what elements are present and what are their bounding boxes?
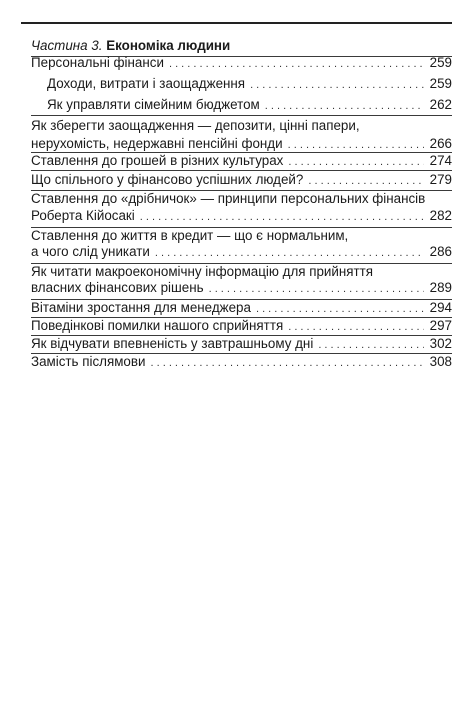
toc-entry-title-line-2: нерухомість, недержавні пенсійні фонди [31,136,283,151]
toc-page-number: 259 [429,55,452,70]
toc-page-number: 294 [429,300,452,315]
toc-entry-preserve-savings[interactable] [31,116,452,154]
toc-entry-family-budget[interactable] [47,95,452,115]
toc-entry-credit-living[interactable] [31,226,452,262]
toc-page-number: 274 [429,153,452,168]
toc-entry-kiyosaki-principles[interactable] [31,189,452,226]
toc-page-number: 308 [429,354,452,369]
toc-entry-macroeconomic-info[interactable] [31,262,452,298]
toc-entry-successful-people[interactable] [31,170,452,190]
toc-entry-title: Замість післямови [31,354,146,369]
toc-entry-money-in-cultures[interactable] [31,151,452,171]
part-heading [31,38,230,54]
toc-entry-title: Поведінкові помилки нашого сприйняття [31,318,284,333]
toc-entry-title: Як управляти сімейним бюджетом [47,97,260,112]
toc-entry-title: Вітаміни зростання для менеджера [31,300,251,315]
toc-entry-income-expenses-savings[interactable] [47,74,452,94]
toc-page-number: 259 [429,76,452,91]
dot-leader [155,243,424,263]
toc-page-number: 302 [429,336,452,351]
toc-entry-personal-finance[interactable] [31,53,452,73]
toc-entry-title-line-2: а чого слід уникати [31,244,150,259]
top-rule [21,22,452,24]
dot-leader [250,75,424,95]
dot-leader [209,279,424,299]
toc-page-number: 289 [429,280,452,295]
toc-entry-behavioral-errors[interactable] [31,316,452,336]
toc-entry-title: Персональні фінанси [31,55,164,70]
toc-entry-title-line-1: Як зберегти заощадження — депозити, цінні папери, [31,118,360,133]
dot-leader [140,207,424,227]
toc-page-number: 262 [429,97,452,112]
toc-entry-title: Доходи, витрати і заощадження [47,76,246,91]
part-title: Економіка людини [106,38,231,53]
toc-page-number: 266 [429,136,452,151]
toc-page-number: 279 [429,172,452,187]
toc-entry-title: Ставлення до грошей в різних культурах [31,153,284,168]
part-label: Частина 3. [31,38,103,53]
toc-entry-manager-vitamins[interactable] [31,298,452,318]
toc-entry-confidence-tomorrow[interactable] [31,334,452,354]
toc-entry-title: Як відчувати впевненість у завтрашньому дні [31,336,314,351]
toc-entry-title-line-2: Роберта Кійосакі [31,208,135,223]
toc-entry-title-line-1: Як читати макроекономічну інформацію для прийняття [31,264,374,279]
dot-leader [150,353,424,373]
dot-leader [288,152,424,172]
toc-entry-afterword[interactable] [31,352,452,372]
toc-entry-title-line-2: власних фінансових рішень [31,280,204,295]
dot-leader [308,171,424,191]
toc-entry-title-line-1: Ставлення до «дрібничок» — принципи персональних фінансів [31,191,426,206]
dot-leader [265,96,424,116]
toc-page-number: 282 [429,208,452,223]
toc-page-number: 297 [429,318,452,333]
toc-entry-title-line-1: Ставлення до життя в кредит — що є нормальним, [31,228,349,243]
toc-page-number: 286 [429,244,452,259]
dot-leader [169,54,424,74]
toc-entry-title: Що спільного у фінансово успішних людей? [31,172,304,187]
